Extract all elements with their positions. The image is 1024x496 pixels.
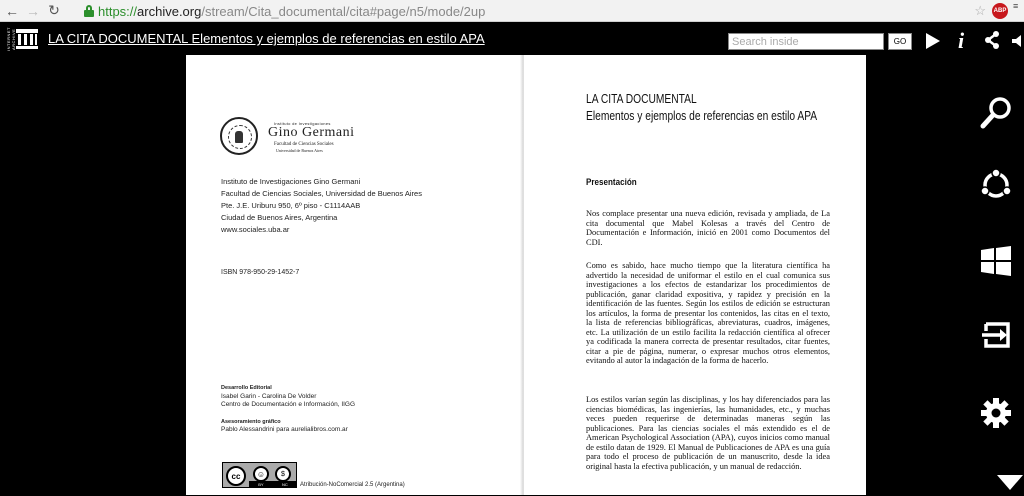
windows-icon[interactable] <box>978 243 1014 284</box>
book-title-heading <box>586 91 817 125</box>
address-line: www.sociales.uba.ar <box>221 225 290 234</box>
cc-label-bar <box>249 481 297 487</box>
sync-icon[interactable] <box>978 167 1014 208</box>
settings-gear-icon[interactable] <box>978 395 1014 436</box>
address-line: Instituto de Investigaciones Gino Germani <box>221 177 361 186</box>
institute-seal-icon <box>220 117 258 155</box>
url-scheme: https:// <box>98 3 138 19</box>
url-path: /stream/Cita_documental/cita#page/n5/mode/2up <box>201 3 486 19</box>
bookmark-star-icon[interactable]: ☆ <box>974 3 986 18</box>
right-page[interactable] <box>524 55 866 495</box>
noncommercial-icon: $ <box>275 466 291 482</box>
menu-icon[interactable]: ≡ <box>1013 1 1019 11</box>
address-line: Pte. J.E. Uriburu 950, 6º piso - C1114AAB <box>221 201 361 210</box>
browser-toolbar <box>0 0 1024 22</box>
address-line: Ciudad de Buenos Aires, Argentina <box>221 213 338 222</box>
share-icon[interactable] <box>984 31 1000 54</box>
editorial-line: Isabel Garin - Carolina De Volder <box>221 392 317 400</box>
credits-block <box>221 384 355 435</box>
editorial-line: Centro de Documentación e Información, IIGG <box>221 401 356 408</box>
editorial-heading: Desarrollo Editorial <box>221 385 272 391</box>
back-arrow-icon[interactable]: ← <box>5 2 19 19</box>
attribution-icon: ☺ <box>253 466 269 482</box>
address-bar[interactable] <box>84 2 962 20</box>
info-icon[interactable]: i <box>958 28 965 53</box>
scroll-down-icon[interactable] <box>996 473 1024 496</box>
lock-icon <box>84 5 94 17</box>
cc-nc-label: NC <box>282 481 288 487</box>
reload-icon[interactable]: ↻ <box>48 2 60 18</box>
paragraph-1: Nos complace presentar una nueva edición, revisada y ampliada, de La cita documental que Mabel Kolesas a través del Centro de Documentación e Información, inició en 2001 como Documentos del CDI. <box>586 209 830 247</box>
title-line-2: Elementos y ejemplos de referencias en estilo APA <box>586 109 818 123</box>
search-go-button[interactable]: GO <box>888 33 912 50</box>
exit-icon[interactable] <box>978 317 1014 358</box>
left-page[interactable] <box>186 55 522 495</box>
audio-icon[interactable] <box>1012 34 1024 52</box>
logo-name-text: Gino Germani <box>268 125 355 140</box>
isbn-text: ISBN 978-950-29-1452-7 <box>221 269 300 276</box>
logo-side-text: INTERNET ARCHIVE <box>6 27 16 51</box>
book-title-link[interactable]: LA CITA DOCUMENTAL Elementos y ejemplos de referencias en estilo APA <box>48 31 485 46</box>
archive-header <box>0 23 1024 55</box>
search-inside-input[interactable] <box>728 33 884 50</box>
license-text: Atribución-NoComercial 2.5 (Argentina) <box>300 482 405 488</box>
url-host: archive.org <box>137 3 202 19</box>
forward-arrow-icon[interactable]: → <box>26 2 40 19</box>
cc-by-label: BY <box>258 481 264 487</box>
address-line: Facultad de Ciencias Sociales, Universidad de Buenos Aires <box>221 189 422 198</box>
institute-address <box>221 176 422 236</box>
logo-faculty-text: Facultad de Ciencias Sociales <box>274 142 334 147</box>
magnifier-icon[interactable] <box>978 95 1014 136</box>
title-line-1: LA CITA DOCUMENTAL <box>586 92 697 106</box>
paragraph-2: Como es sabido, hace mucho tiempo que la literatura científica ha advertido la necesidad de uniformar el estilo en el cual comunica sus investigaciones a los efectos de estandarizar los procedimientos de publicación, ganar claridad expositiva, y rapidez y precisión en la identificación de las fuentes. Según los estilos de edición se estructuran los artículos, la forma de presentar los contenidos, las citas en el texto, la lista de referencias bibliográficas, abreviaturas, cuadros, imágenes, etc. La utilización de un estilo facilita la redacción científica al ofrecer ya codificada la manera correcta de presentar resultados, citar fuentes, citar a pie de página, numerar, o expresar muchos otros elementos, evitando al autor la indagación de la forma de hacerlo. <box>586 261 830 365</box>
creative-commons-badge <box>222 462 297 488</box>
adblock-icon[interactable]: ABP <box>992 3 1008 19</box>
archive-temple-icon <box>16 29 38 49</box>
design-line: Pablo Alessandrini para aurelialibros.com.ar <box>221 426 348 433</box>
cc-icon: cc <box>226 466 246 486</box>
design-heading: Asesoramiento gráfico <box>221 418 281 425</box>
archive-logo[interactable] <box>6 27 44 51</box>
play-icon[interactable] <box>926 33 940 49</box>
paragraph-3: Los estilos varían según las disciplinas, y los hay diferenciados para las ciencias biomédicas, las ingenierías, las humanidades, etc., y muchas veces pueden requerirse de determinadas maneras según las publicaciones. Para las ciencias sociales el más extendido es el de American Psychological Association (APA), cuyos inicios como manual de estilo datan de 1929. El Manual de Publicaciones de APA es una guía para todo el proceso de publicación de un manuscrito, desde la idea original hasta la efectiva publicación, y un manual de redacción. <box>586 395 830 471</box>
section-heading: Presentación <box>586 177 637 188</box>
logo-institute-text: Instituto de Investigaciones <box>274 121 331 126</box>
logo-university-text: Universidad de Buenos Aires <box>276 148 323 153</box>
book-reader <box>0 55 1024 495</box>
